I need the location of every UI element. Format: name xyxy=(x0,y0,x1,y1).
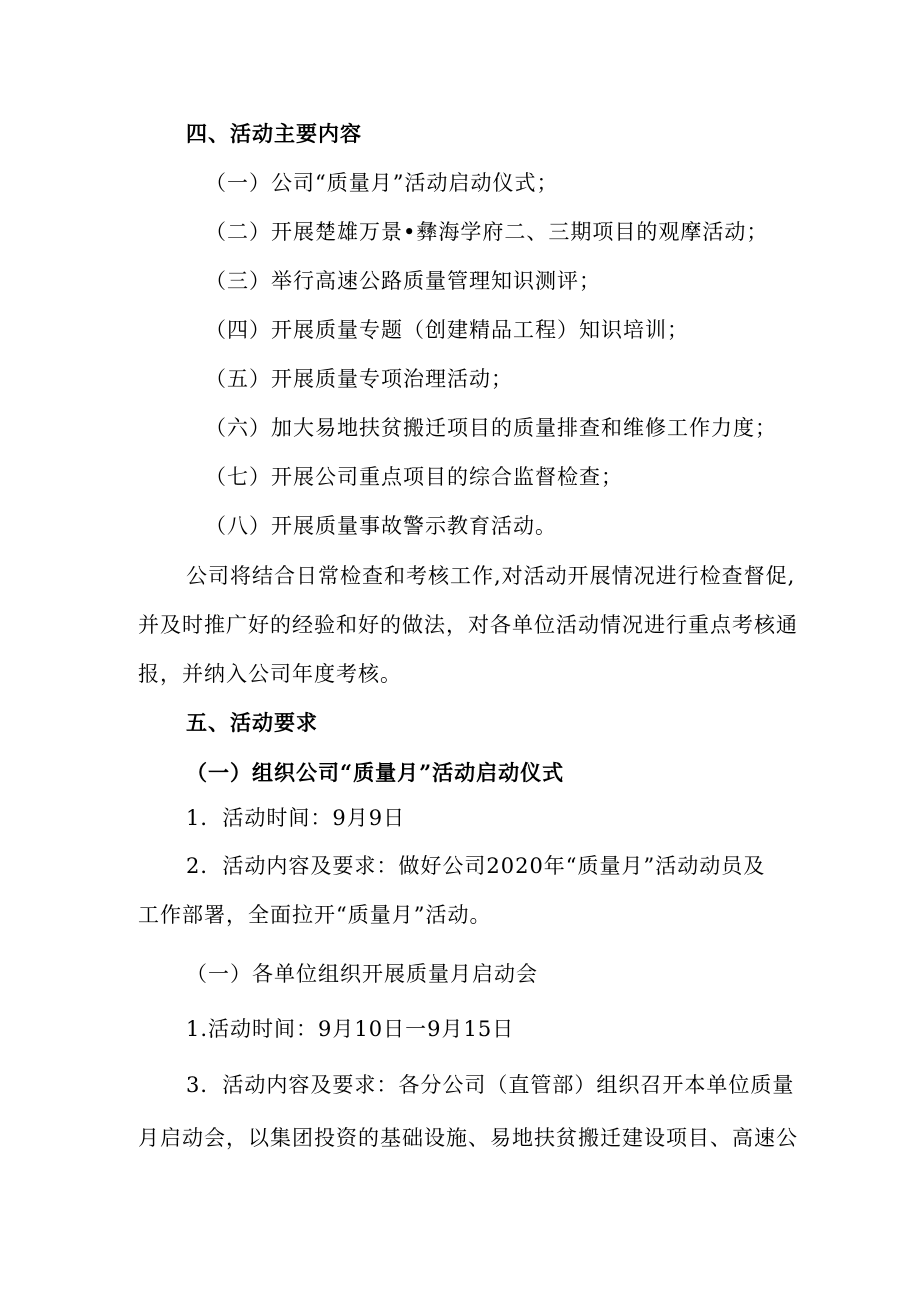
paragraph-line: 2．活动内容及要求：做好公司2020年“质量月”活动动员及 xyxy=(186,854,766,878)
list-item: （四）开展质量专题（创建精品工程）知识培训； xyxy=(205,318,689,342)
list-item: （二）开展楚雄万景•彝海学府二、三期项目的观摩活动； xyxy=(205,220,769,244)
activity-time: 1.活动时间：9月10日一9月15日 xyxy=(186,1017,515,1041)
paragraph-line: 报，并纳入公司年度考核。 xyxy=(138,662,402,686)
paragraph-line: 并及时推广好的经验和好的做法，对各单位活动情况进行重点考核通 xyxy=(138,613,798,637)
list-item: （五）开展质量专项治理活动； xyxy=(205,367,513,391)
section-heading: 五、活动要求 xyxy=(186,710,318,735)
paragraph-line: 月启动会，以集团投资的基础设施、易地扶贫搬迁建设项目、高速公 xyxy=(138,1126,798,1150)
activity-time: 1．活动时间：9月9日 xyxy=(186,806,406,830)
list-item: （六）加大易地扶贫搬迁项目的质量排查和维修工作力度； xyxy=(205,416,777,440)
list-item: （八）开展质量事故警示教育活动。 xyxy=(205,514,557,538)
list-item: （一）公司“质量月”活动启动仪式； xyxy=(205,171,559,195)
subsection-heading: （一）各单位组织开展质量月启动会 xyxy=(186,962,538,986)
section-heading: 四、活动主要内容 xyxy=(186,121,362,146)
paragraph-line: 3．活动内容及要求：各分公司（直管部）组织召开本单位质量 xyxy=(186,1073,795,1097)
paragraph-line: 工作部署，全面拉开“质量月”活动。 xyxy=(138,903,492,927)
subsection-heading: （一）组织公司“质量月”活动启动仪式 xyxy=(186,760,565,785)
list-item: （三）举行高速公路质量管理知识测评； xyxy=(205,269,601,293)
list-item: （七）开展公司重点项目的综合监督检查； xyxy=(205,465,623,489)
paragraph-line: 公司将结合日常检查和考核工作,对活动开展情况进行检查督促, xyxy=(186,564,796,588)
